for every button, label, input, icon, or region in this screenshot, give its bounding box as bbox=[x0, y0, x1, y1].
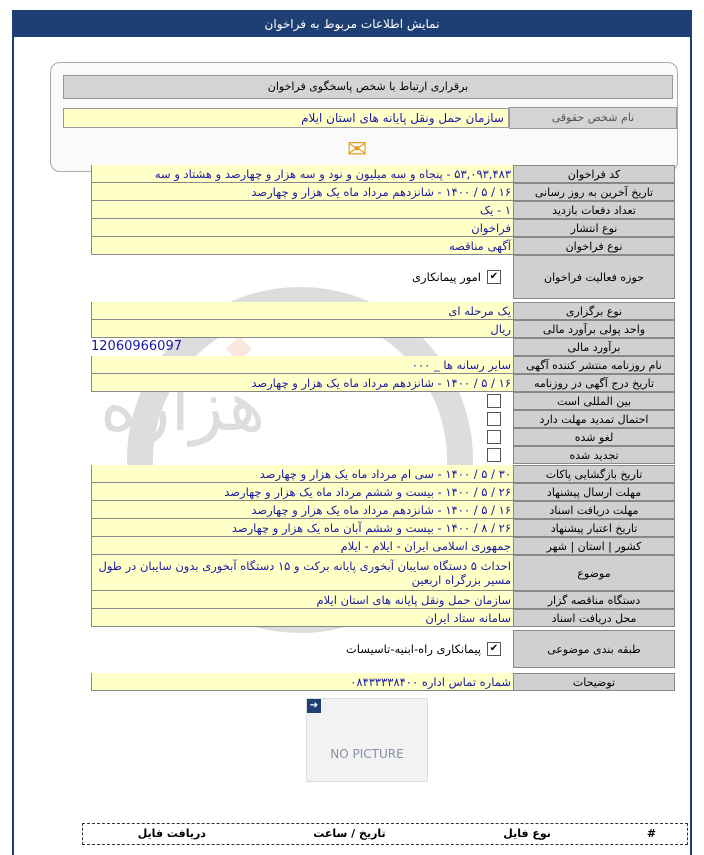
col-file-type: نوع فایل bbox=[503, 827, 551, 840]
detail-row bbox=[91, 446, 675, 464]
detail-row bbox=[91, 591, 675, 609]
row-label: تجدید شده bbox=[513, 446, 675, 464]
row-label: نوع برگزاری bbox=[513, 302, 675, 320]
row-label: حوزه فعالیت فراخوان bbox=[513, 255, 675, 299]
row-checkbox-value bbox=[91, 255, 513, 299]
row-value: ریال bbox=[91, 320, 513, 338]
window-title: نمایش اطلاعات مربوط به فراخوان bbox=[14, 12, 690, 37]
row-value: 12060966097 bbox=[91, 339, 182, 354]
col-number: # bbox=[646, 827, 657, 840]
row-value: سازمان حمل ونقل پایانه های استان ایلام bbox=[91, 591, 513, 609]
row-value: یک مرحله ای bbox=[91, 302, 513, 320]
detail-row bbox=[91, 255, 675, 299]
detail-row bbox=[91, 501, 675, 519]
checkbox[interactable] bbox=[487, 394, 501, 408]
envelope-icon[interactable]: ✉ bbox=[347, 135, 368, 163]
detail-row bbox=[91, 519, 675, 537]
row-label: موضوع bbox=[513, 555, 675, 591]
row-label: نام روزنامه منتشر کننده آگهی bbox=[513, 356, 675, 374]
checkbox-label: پیمانکاری راه-ابنیه-تاسیسات bbox=[345, 642, 481, 656]
row-checkbox-value bbox=[91, 392, 513, 410]
contact-label: نام شخص حقوقی bbox=[509, 107, 677, 129]
detail-row bbox=[91, 392, 675, 410]
row-checkbox-value bbox=[91, 428, 513, 446]
detail-row bbox=[91, 356, 675, 374]
row-label: توضیحات bbox=[513, 673, 675, 691]
row-value: ۵۳,۰۹۳,۴۸۳ - پنجاه و سه میلیون و نود و سه هزار و چهارصد و هشتاد و سه bbox=[91, 165, 513, 183]
contact-panel bbox=[50, 62, 678, 172]
detail-row bbox=[91, 320, 675, 338]
detail-row bbox=[91, 302, 675, 320]
detail-row bbox=[91, 410, 675, 428]
row-value: ۱۶ / ۵ / ۱۴۰۰ - شانزدهم مرداد ماه یک هزار و چهارصد bbox=[91, 501, 513, 519]
detail-row bbox=[91, 338, 675, 356]
detail-row bbox=[91, 374, 675, 392]
row-label: نوع انتشار bbox=[513, 219, 675, 237]
detail-row bbox=[91, 183, 675, 201]
row-label: کشور | استان | شهر bbox=[513, 537, 675, 555]
row-label: محل دریافت اسناد bbox=[513, 609, 675, 627]
row-label: تعداد دفعات بازدید bbox=[513, 201, 675, 219]
detail-row bbox=[91, 201, 675, 219]
detail-row bbox=[91, 483, 675, 501]
row-label: مهلت دریافت اسناد bbox=[513, 501, 675, 519]
detail-row bbox=[91, 537, 675, 555]
checkbox[interactable] bbox=[487, 412, 501, 426]
row-value: جمهوری اسلامی ایران - ایلام - ایلام bbox=[91, 537, 513, 555]
row-label: تاریخ آخرین به روز رسانی bbox=[513, 183, 675, 201]
detail-row bbox=[91, 673, 675, 691]
row-label: مهلت ارسال پیشنهاد bbox=[513, 483, 675, 501]
col-datetime: تاریخ / ساعت bbox=[313, 827, 386, 840]
contact-value: سازمان حمل ونقل پایانه های استان ایلام bbox=[63, 108, 509, 128]
row-value: سایر رسانه ها _ ۰۰۰ bbox=[91, 356, 513, 374]
row-label: کد فراخوان bbox=[513, 165, 675, 183]
row-label: احتمال تمدید مهلت دارد bbox=[513, 410, 675, 428]
row-value: فراخوان bbox=[91, 219, 513, 237]
detail-row bbox=[91, 428, 675, 446]
row-label: لغو شده bbox=[513, 428, 675, 446]
col-download: دریافت فایل bbox=[137, 827, 206, 840]
row-value: ۱ - یک bbox=[91, 201, 513, 219]
row-label: دستگاه مناقصه گزار bbox=[513, 591, 675, 609]
row-value: ۳۰ / ۵ / ۱۴۰۰ - سی ام مرداد ماه یک هزار و چهارصد bbox=[91, 465, 513, 483]
row-value: ۱۶ / ۵ / ۱۴۰۰ - شانزدهم مرداد ماه یک هزار و چهارصد bbox=[91, 183, 513, 201]
row-checkbox-value bbox=[91, 410, 513, 428]
checkbox-label: امور پیمانکاری bbox=[412, 270, 481, 284]
row-label: تاریخ درج آگهی در روزنامه bbox=[513, 374, 675, 392]
no-picture-text: NO PICTURE bbox=[330, 747, 404, 761]
row-label: واحد پولی برآورد مالی bbox=[513, 320, 675, 338]
row-label: طبقه بندی موضوعی bbox=[513, 630, 675, 668]
row-checkbox-value bbox=[91, 630, 513, 668]
row-label: تاریخ اعتبار پیشنهاد bbox=[513, 519, 675, 537]
checkbox[interactable] bbox=[487, 448, 501, 462]
row-checkbox-value bbox=[91, 446, 513, 464]
row-label: نوع فراخوان bbox=[513, 237, 675, 255]
checkbox[interactable] bbox=[487, 430, 501, 444]
detail-row bbox=[91, 609, 675, 627]
checkbox[interactable]: ✔ bbox=[487, 642, 501, 656]
no-picture-image bbox=[306, 698, 428, 782]
row-value: شماره تماس اداره ۰۸۴۳۳۳۳۸۴۰۰ bbox=[91, 673, 513, 691]
row-value: آگهی مناقصه bbox=[91, 237, 513, 255]
row-label: برآورد مالی bbox=[513, 338, 675, 356]
contact-header[interactable]: برقراری ارتباط با شخص پاسخگوی فراخوان bbox=[63, 75, 673, 99]
row-value: ۱۶ / ۵ / ۱۴۰۰ - شانزدهم مرداد ماه یک هزار و چهارصد bbox=[91, 374, 513, 392]
row-label: تاریخ بازگشایی پاکات bbox=[513, 465, 675, 483]
row-label: بین المللی است bbox=[513, 392, 675, 410]
detail-row bbox=[91, 555, 675, 591]
row-value: سامانه ستاد ایران bbox=[91, 609, 513, 627]
detail-row bbox=[91, 630, 675, 668]
detail-row bbox=[91, 219, 675, 237]
detail-row bbox=[91, 465, 675, 483]
detail-row bbox=[91, 165, 675, 183]
files-table-header bbox=[82, 823, 688, 845]
row-value: ۲۶ / ۸ / ۱۴۰۰ - بیست و ششم آبان ماه یک هزار و چهارصد bbox=[91, 519, 513, 537]
row-value: ۲۶ / ۵ / ۱۴۰۰ - بیست و ششم مرداد ماه یک هزار و چهارصد bbox=[91, 483, 513, 501]
row-value: احداث ۵ دستگاه سایبان آبخوری پایانه برکت و ۱۵ دستگاه آبخوری بدون سایبان در طول مسیر بزرگراه اربعین bbox=[91, 555, 513, 591]
expand-icon[interactable]: ➔ bbox=[307, 699, 321, 713]
detail-row bbox=[91, 237, 675, 255]
checkbox[interactable]: ✔ bbox=[487, 270, 501, 284]
